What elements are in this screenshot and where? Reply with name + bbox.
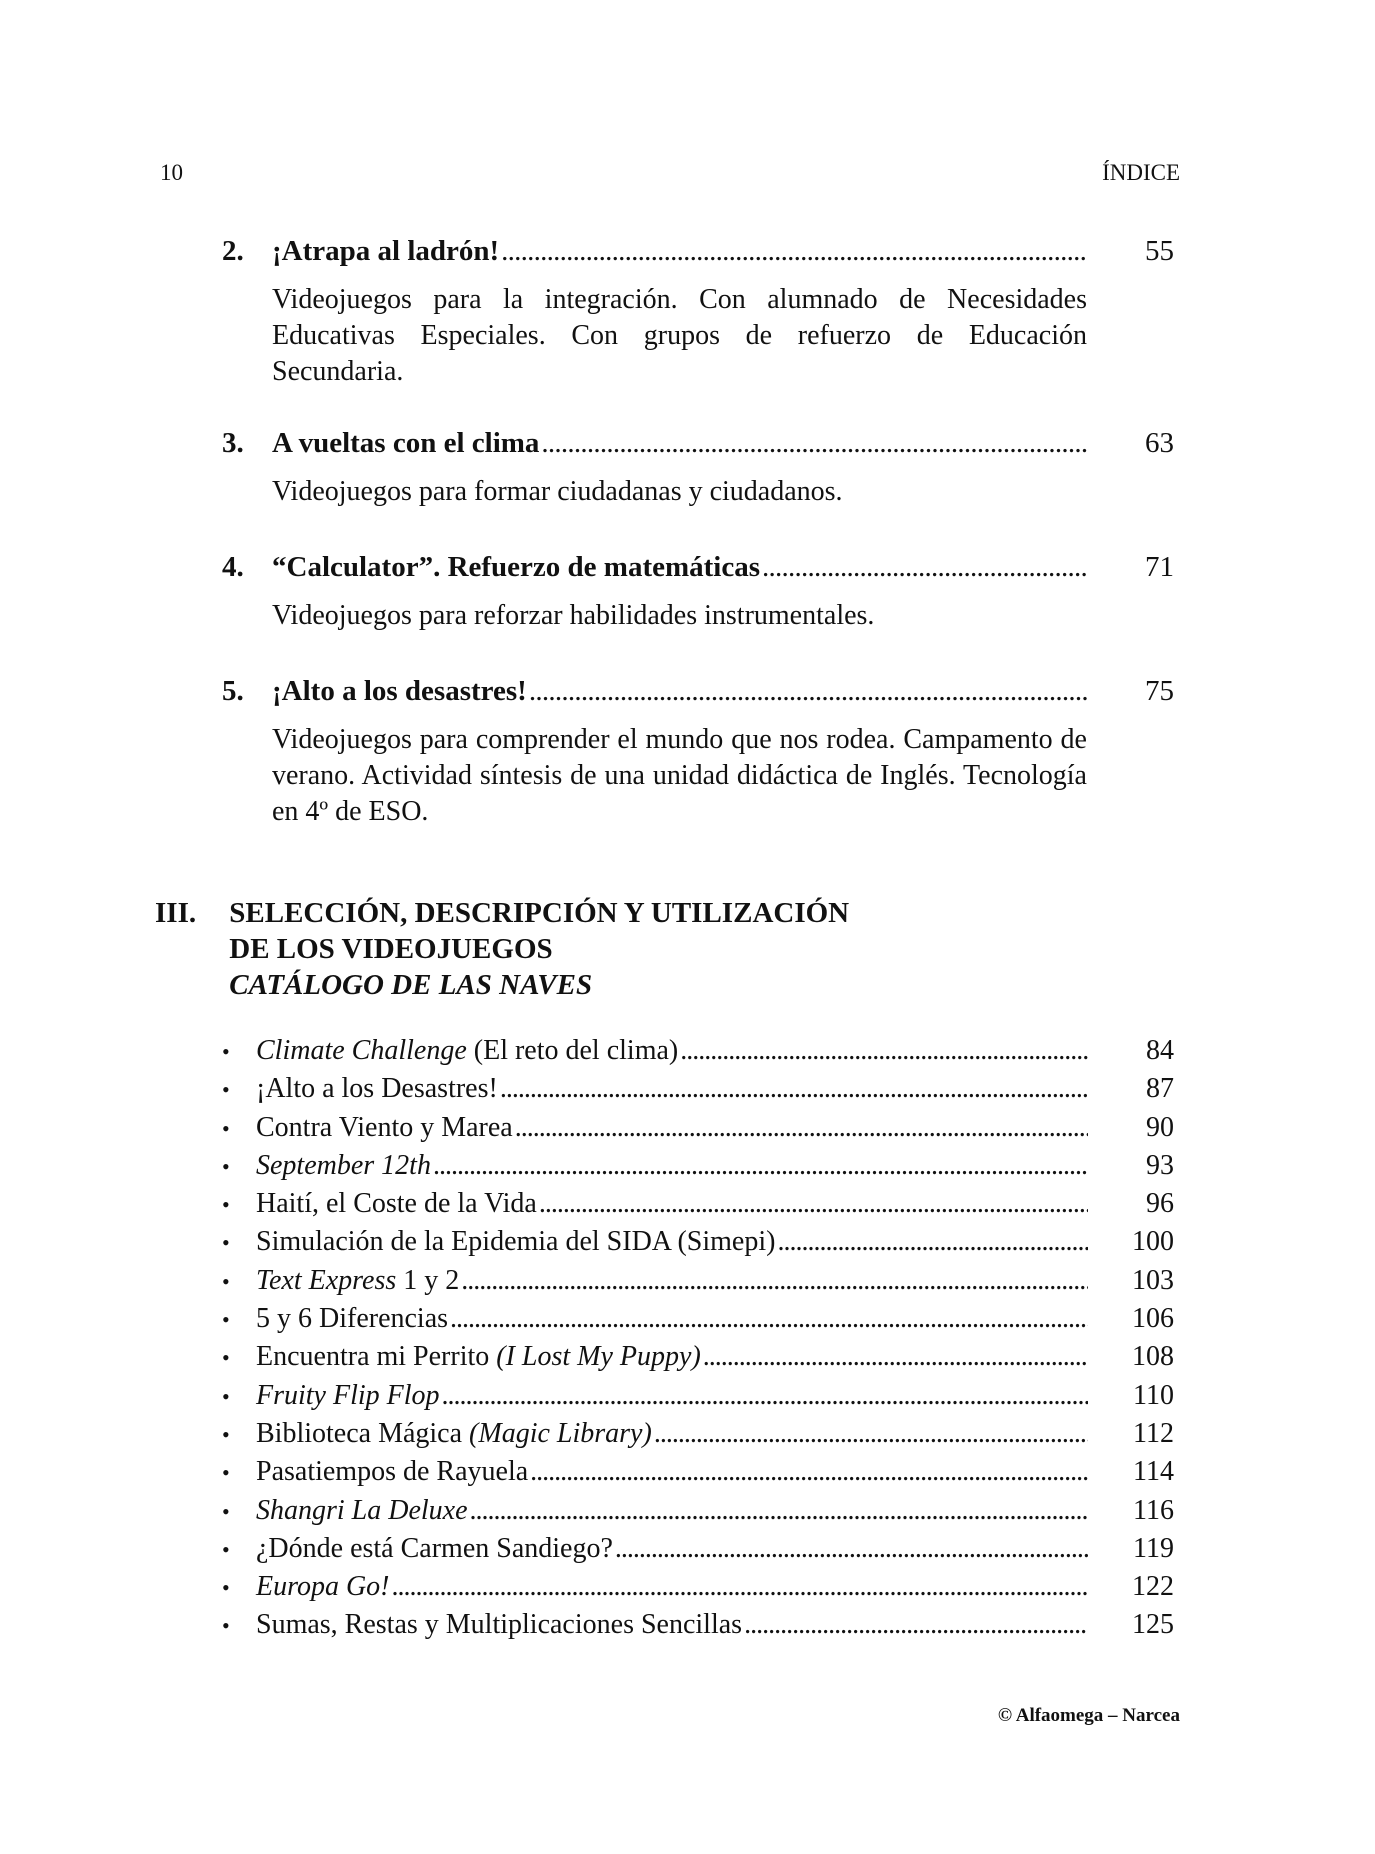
catalog-item xyxy=(222,1035,1174,1073)
catalog-page: 114 xyxy=(1133,1456,1174,1488)
catalog-page: 122 xyxy=(1132,1571,1174,1603)
catalog-title: Biblioteca Mágica (Magic Library) xyxy=(256,1417,652,1449)
catalog-item xyxy=(222,1609,1174,1647)
catalog-page: 108 xyxy=(1132,1341,1174,1373)
catalog-title: Pasatiempos de Rayuela xyxy=(256,1456,529,1488)
catalog-title: Text Express 1 y 2 xyxy=(256,1264,460,1296)
entry-title: ¡Alto a los desastres! xyxy=(272,675,527,707)
entry-page: 71 xyxy=(1145,551,1174,583)
catalog-page: 110 xyxy=(1133,1379,1174,1411)
bullet-icon: • xyxy=(222,1345,230,1371)
dot-leader xyxy=(539,1188,1088,1220)
catalog-title: ¿Dónde está Carmen Sandiego? xyxy=(256,1532,613,1564)
catalog-title: Climate Challenge (El reto del clima) xyxy=(256,1035,679,1066)
bullet-icon: • xyxy=(222,1575,230,1601)
catalog-item xyxy=(222,1456,1174,1494)
section-subtitle: CATÁLOGO DE LAS NAVES xyxy=(229,969,593,1001)
entry-number: 4. xyxy=(222,551,244,583)
catalog-item xyxy=(222,1303,1174,1341)
catalog-title: Haití, el Coste de la Vida xyxy=(256,1188,537,1220)
entry-description: Videojuegos para la integración. Con alumnado de Necesidades Educativas Especiales. Con grupos de refuerzo de Educación Secundaria. xyxy=(272,284,1087,387)
catalog-title: Simulación de la Epidemia del SIDA (Simepi) xyxy=(256,1226,776,1258)
catalog-item xyxy=(222,1226,1174,1264)
entry-page: 75 xyxy=(1145,675,1174,707)
dot-leader xyxy=(529,675,1088,708)
catalog-item xyxy=(222,1418,1174,1456)
dot-leader xyxy=(442,1380,1088,1412)
bullet-icon: • xyxy=(222,1498,230,1524)
catalog-page: 116 xyxy=(1133,1494,1174,1526)
dot-leader xyxy=(744,1609,1088,1641)
catalog-title: Shangri La Deluxe xyxy=(256,1494,468,1526)
catalog-title: Contra Viento y Marea xyxy=(256,1111,513,1143)
toc-entry xyxy=(222,235,1174,390)
bullet-icon: • xyxy=(222,1268,230,1294)
dot-leader xyxy=(461,1265,1088,1297)
toc-entry xyxy=(222,675,1174,830)
dot-leader xyxy=(654,1418,1088,1450)
dot-leader xyxy=(762,551,1088,584)
catalog-page: 103 xyxy=(1132,1264,1174,1296)
catalog-title: Fruity Flip Flop xyxy=(256,1379,440,1411)
entry-title: A vueltas con el clima xyxy=(272,427,540,459)
catalog-page: 93 xyxy=(1146,1149,1174,1181)
dot-leader xyxy=(515,1112,1088,1144)
entry-number: 3. xyxy=(222,427,244,459)
catalog-item xyxy=(222,1188,1174,1226)
dot-leader xyxy=(450,1303,1088,1335)
catalog-list xyxy=(222,1035,1174,1648)
catalog-title: September 12th xyxy=(256,1149,431,1181)
page-number: 10 xyxy=(160,160,183,185)
entry-page: 63 xyxy=(1145,427,1174,459)
dot-leader xyxy=(500,1073,1088,1105)
bullet-icon: • xyxy=(222,1460,230,1486)
bullet-icon: • xyxy=(222,1153,230,1179)
catalog-title: 5 y 6 Diferencias xyxy=(256,1303,449,1335)
entry-title: ¡Atrapa al ladrón! xyxy=(272,235,500,267)
dot-leader xyxy=(433,1150,1088,1182)
catalog-item xyxy=(222,1533,1174,1571)
bullet-icon: • xyxy=(222,1039,230,1064)
bullet-icon: • xyxy=(222,1536,230,1562)
section-title-line2: DE LOS VIDEOJUEGOS xyxy=(229,933,553,965)
catalog-item xyxy=(222,1380,1174,1418)
entry-number: 2. xyxy=(222,235,244,267)
catalog-page: 100 xyxy=(1132,1226,1174,1258)
entry-description: Videojuegos para reforzar habilidades instrumentales. xyxy=(272,600,875,631)
running-title: ÍNDICE xyxy=(1102,160,1180,185)
entry-description: Videojuegos para formar ciudadanas y ciudadanos. xyxy=(272,476,843,507)
dot-leader xyxy=(680,1035,1088,1067)
catalog-item xyxy=(222,1112,1174,1150)
catalog-item xyxy=(222,1073,1174,1111)
section-number: III. xyxy=(155,897,197,929)
bullet-icon: • xyxy=(222,1230,230,1256)
toc-entry xyxy=(222,427,1174,510)
section-heading xyxy=(155,895,849,1003)
dot-leader xyxy=(703,1341,1088,1373)
dot-leader xyxy=(777,1226,1088,1258)
bullet-icon: • xyxy=(222,1115,230,1141)
catalog-item xyxy=(222,1495,1174,1533)
running-head xyxy=(160,160,1180,186)
catalog-item xyxy=(222,1265,1174,1303)
bullet-icon: • xyxy=(222,1383,230,1409)
catalog-item xyxy=(222,1341,1174,1379)
catalog-title: ¡Alto a los Desastres! xyxy=(256,1073,498,1105)
bullet-icon: • xyxy=(222,1421,230,1447)
dot-leader xyxy=(470,1495,1088,1527)
dot-leader xyxy=(530,1456,1088,1488)
dot-leader xyxy=(615,1533,1088,1565)
copyright: © Alfaomega – Narcea xyxy=(997,1705,1180,1726)
entry-page: 55 xyxy=(1145,235,1174,267)
dot-leader xyxy=(501,235,1088,268)
catalog-page: 96 xyxy=(1146,1188,1174,1220)
catalog-page: 87 xyxy=(1146,1073,1174,1105)
catalog-page: 106 xyxy=(1132,1303,1174,1335)
bullet-icon: • xyxy=(222,1077,230,1103)
section-title-line1: SELECCIÓN, DESCRIPCIÓN Y UTILIZACIÓN xyxy=(229,897,850,929)
catalog-item xyxy=(222,1150,1174,1188)
catalog-title: Europa Go! xyxy=(256,1571,390,1603)
entry-number: 5. xyxy=(222,675,244,707)
dot-leader xyxy=(541,427,1088,460)
catalog-title: Encuentra mi Perrito (I Lost My Puppy) xyxy=(256,1341,701,1373)
catalog-page: 125 xyxy=(1132,1609,1174,1641)
bullet-icon: • xyxy=(222,1307,230,1333)
catalog-item xyxy=(222,1571,1174,1609)
catalog-page: 90 xyxy=(1146,1111,1174,1143)
bullet-icon: • xyxy=(222,1192,230,1218)
bullet-icon: • xyxy=(222,1613,230,1639)
catalog-page: 112 xyxy=(1133,1417,1174,1449)
toc-entry xyxy=(222,551,1174,634)
entry-title: “Calculator”. Refuerzo de matemáticas xyxy=(272,551,761,583)
entry-description: Videojuegos para comprender el mundo que nos rodea. Campamento de verano. Actividad síntesis de una unidad didáctica de Inglés. Tecnología en 4º de ESO. xyxy=(272,724,1087,827)
catalog-title: Sumas, Restas y Multiplicaciones Sencillas xyxy=(256,1609,743,1641)
dot-leader xyxy=(392,1571,1088,1603)
catalog-page: 84 xyxy=(1146,1035,1174,1066)
catalog-page: 119 xyxy=(1133,1532,1174,1564)
